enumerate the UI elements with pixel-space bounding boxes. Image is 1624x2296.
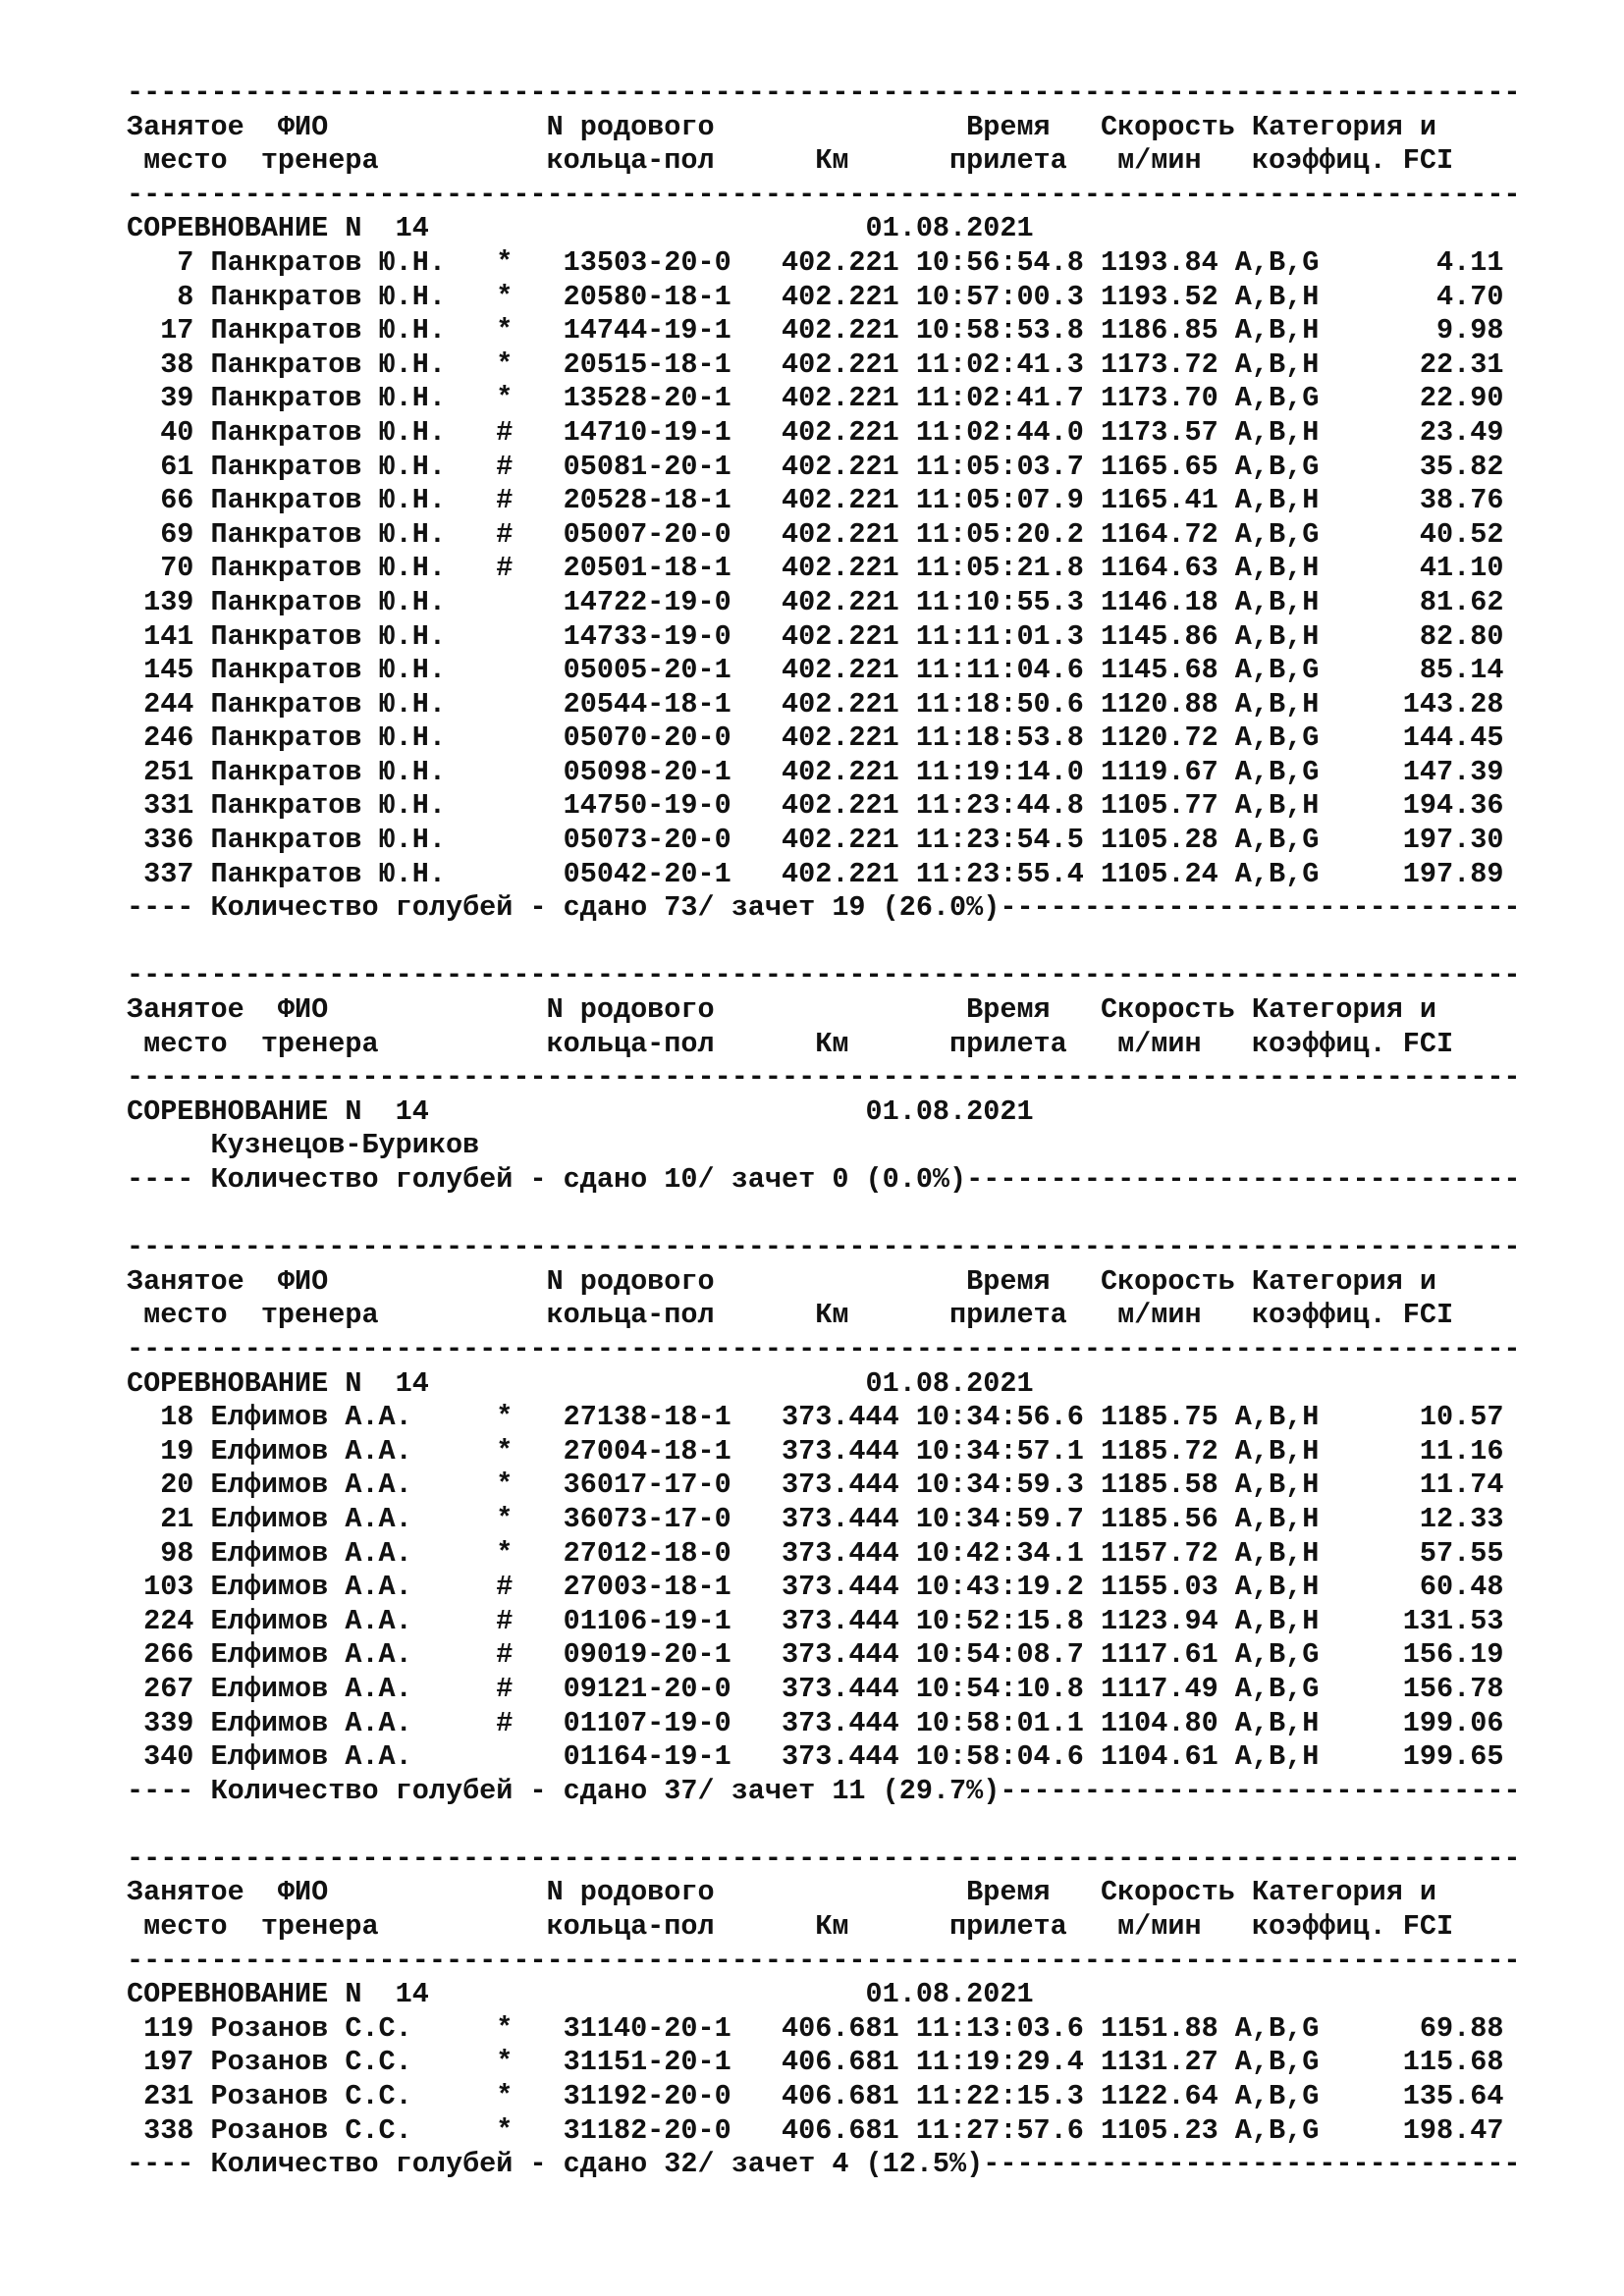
table-header-row-1: Занятое ФИО N родового Время Скорость Категория и [127,1264,1437,1298]
result-row: 267 Елфимов А.А. # 09121-20-0 373.444 10:54:10.8 1117.49 A,B,G 156.78 [127,1672,1504,1705]
blank-spacer [127,926,1624,960]
result-row: 38 Панкратов Ю.Н. * 20515-18-1 402.221 11:02:41.3 1173.72 A,B,H 22.31 [127,347,1504,381]
competition-title: СОРЕВНОВАНИЕ N 14 01.08.2021 [127,212,1034,245]
competition-title: СОРЕВНОВАНИЕ N 14 01.08.2021 [127,1095,1034,1128]
result-row: 7 Панкратов Ю.Н. * 13503-20-0 402.221 10:56:54.8 1193.84 A,B,G 4.11 [127,245,1504,279]
result-row: 231 Розанов С.С. * 31192-20-0 406.681 11:22:15.3 1122.64 A,B,G 135.64 [127,2080,1504,2113]
result-row: 39 Панкратов Ю.Н. * 13528-20-1 402.221 11:02:41.7 1173.70 A,B,G 22.90 [127,382,1504,415]
result-row: 340 Елфимов А.А. 01164-19-1 373.444 10:58:04.6 1104.61 A,B,H 199.65 [127,1740,1504,1774]
table-header-row-2: место тренера кольца-пол Км прилета м/мин коэффиц. FCI [127,1910,1454,1944]
result-row: 61 Панкратов Ю.Н. # 05081-20-1 402.221 11:05:03.7 1165.65 A,B,G 35.82 [127,450,1504,483]
separator-line: ----------------------------------------------------------------------------------- [127,1842,1521,1875]
result-row: 251 Панкратов Ю.Н. 05098-20-1 402.221 11:19:14.0 1119.67 A,B,G 147.39 [127,755,1504,788]
competition-title: СОРЕВНОВАНИЕ N 14 01.08.2021 [127,1978,1034,2011]
result-row: 8 Панкратов Ю.Н. * 20580-18-1 402.221 10:57:00.3 1193.52 A,B,H 4.70 [127,280,1504,313]
result-row: 339 Елфимов А.А. # 01107-19-0 373.444 10:58:01.1 1104.80 A,B,H 199.06 [127,1706,1504,1739]
result-row: 40 Панкратов Ю.Н. # 14710-19-1 402.221 11:02:44.0 1173.57 A,B,H 23.49 [127,415,1504,449]
separator-line: ----------------------------------------------------------------------------------- [127,1332,1521,1365]
result-row: 70 Панкратов Ю.Н. # 20501-18-1 402.221 11:05:21.8 1164.63 A,B,H 41.10 [127,552,1504,585]
result-row: 20 Елфимов А.А. * 36017-17-0 373.444 10:34:59.3 1185.58 A,B,H 11.74 [127,1468,1504,1502]
result-row: 139 Панкратов Ю.Н. 14722-19-0 402.221 11:10:55.3 1146.18 A,B,H 81.62 [127,585,1504,618]
separator-line: ----------------------------------------------------------------------------------- [127,77,1521,109]
result-row: 69 Панкратов Ю.Н. # 05007-20-0 402.221 11:05:20.2 1164.72 A,B,G 40.52 [127,517,1504,551]
result-row: 21 Елфимов А.А. * 36073-17-0 373.444 10:34:59.7 1185.56 A,B,H 12.33 [127,1502,1504,1535]
table-header-row-2: место тренера кольца-пол Км прилета м/мин коэффиц. FCI [127,1027,1454,1060]
blank-spacer [127,1808,1624,1842]
result-row: 197 Розанов С.С. * 31151-20-1 406.681 11:19:29.4 1131.27 A,B,G 115.68 [127,2046,1504,2079]
separator-line: ----------------------------------------------------------------------------------- [127,1231,1521,1264]
result-row: 337 Панкратов Ю.Н. 05042-20-1 402.221 11:23:55.4 1105.24 A,B,G 197.89 [127,857,1504,890]
result-row: 103 Елфимов А.А. # 27003-18-1 373.444 10:43:19.2 1155.03 A,B,H 60.48 [127,1571,1504,1604]
competition-title: СОРЕВНОВАНИЕ N 14 01.08.2021 [127,1366,1034,1400]
result-row: 18 Елфимов А.А. * 27138-18-1 373.444 10:34:56.6 1185.75 A,B,H 10.57 [127,1401,1504,1434]
separator-line: ----------------------------------------------------------------------------------- [127,1061,1521,1095]
result-row: 19 Елфимов А.А. * 27004-18-1 373.444 10:34:57.1 1185.72 A,B,H 11.16 [127,1434,1504,1468]
section-summary: ---- Количество голубей - сдано 10/ зачет 0 (0.0%)--------------------------------- [127,1163,1521,1196]
section-summary: ---- Количество голубей - сдано 73/ зачет 19 (26.0%)------------------------------- [127,891,1521,925]
blank-spacer [127,1198,1624,1232]
table-header-row-1: Занятое ФИО N родового Время Скорость Категория и [127,110,1437,143]
result-row: 224 Елфимов А.А. # 01106-19-1 373.444 10:52:15.8 1123.94 A,B,H 131.53 [127,1604,1504,1637]
result-row: 338 Розанов С.С. * 31182-20-0 406.681 11:27:57.6 1105.23 A,B,G 198.47 [127,2113,1504,2147]
result-row: Кузнецов-Буриков [127,1129,480,1162]
result-row: 17 Панкратов Ю.Н. * 14744-19-1 402.221 10:58:53.8 1186.85 A,B,H 9.98 [127,314,1504,347]
result-row: 266 Елфимов А.А. # 09019-20-1 373.444 10:54:08.7 1117.61 A,B,G 156.19 [127,1638,1504,1672]
result-row: 145 Панкратов Ю.Н. 05005-20-1 402.221 11:11:04.6 1145.68 A,B,G 85.14 [127,654,1504,687]
result-row: 119 Розанов С.С. * 31140-20-1 406.681 11:13:03.6 1151.88 A,B,G 69.88 [127,2011,1504,2045]
result-row: 66 Панкратов Ю.Н. # 20528-18-1 402.221 11:05:07.9 1165.41 A,B,H 38.76 [127,484,1504,517]
separator-line: ----------------------------------------------------------------------------------- [127,1944,1521,1977]
section-summary: ---- Количество голубей - сдано 37/ зачет 11 (29.7%)------------------------------- [127,1774,1521,1807]
result-row: 141 Панкратов Ю.Н. 14733-19-0 402.221 11:11:01.3 1145.86 A,B,H 82.80 [127,619,1504,653]
separator-line: ----------------------------------------------------------------------------------- [127,178,1521,211]
table-header-row-2: место тренера кольца-пол Км прилета м/мин коэффиц. FCI [127,144,1454,178]
table-header-row-1: Занятое ФИО N родового Время Скорость Категория и [127,993,1437,1027]
result-row: 98 Елфимов А.А. * 27012-18-0 373.444 10:42:34.1 1157.72 A,B,H 57.55 [127,1536,1504,1570]
result-row: 244 Панкратов Ю.Н. 20544-18-1 402.221 11:18:50.6 1120.88 A,B,H 143.28 [127,687,1504,721]
section-summary: ---- Количество голубей - сдано 32/ зачет 4 (12.5%)-------------------------------- [127,2148,1521,2181]
table-header-row-2: место тренера кольца-пол Км прилета м/мин коэффиц. FCI [127,1299,1454,1332]
separator-line: ----------------------------------------------------------------------------------- [127,959,1521,992]
result-row: 331 Панкратов Ю.Н. 14750-19-0 402.221 11:23:44.8 1105.77 A,B,H 194.36 [127,789,1504,823]
table-header-row-1: Занятое ФИО N родового Время Скорость Категория и [127,1876,1437,1909]
result-row: 336 Панкратов Ю.Н. 05073-20-0 402.221 11:23:54.5 1105.28 A,B,G 197.30 [127,824,1504,857]
result-row: 246 Панкратов Ю.Н. 05070-20-0 402.221 11:18:53.8 1120.72 A,B,G 144.45 [127,721,1504,755]
